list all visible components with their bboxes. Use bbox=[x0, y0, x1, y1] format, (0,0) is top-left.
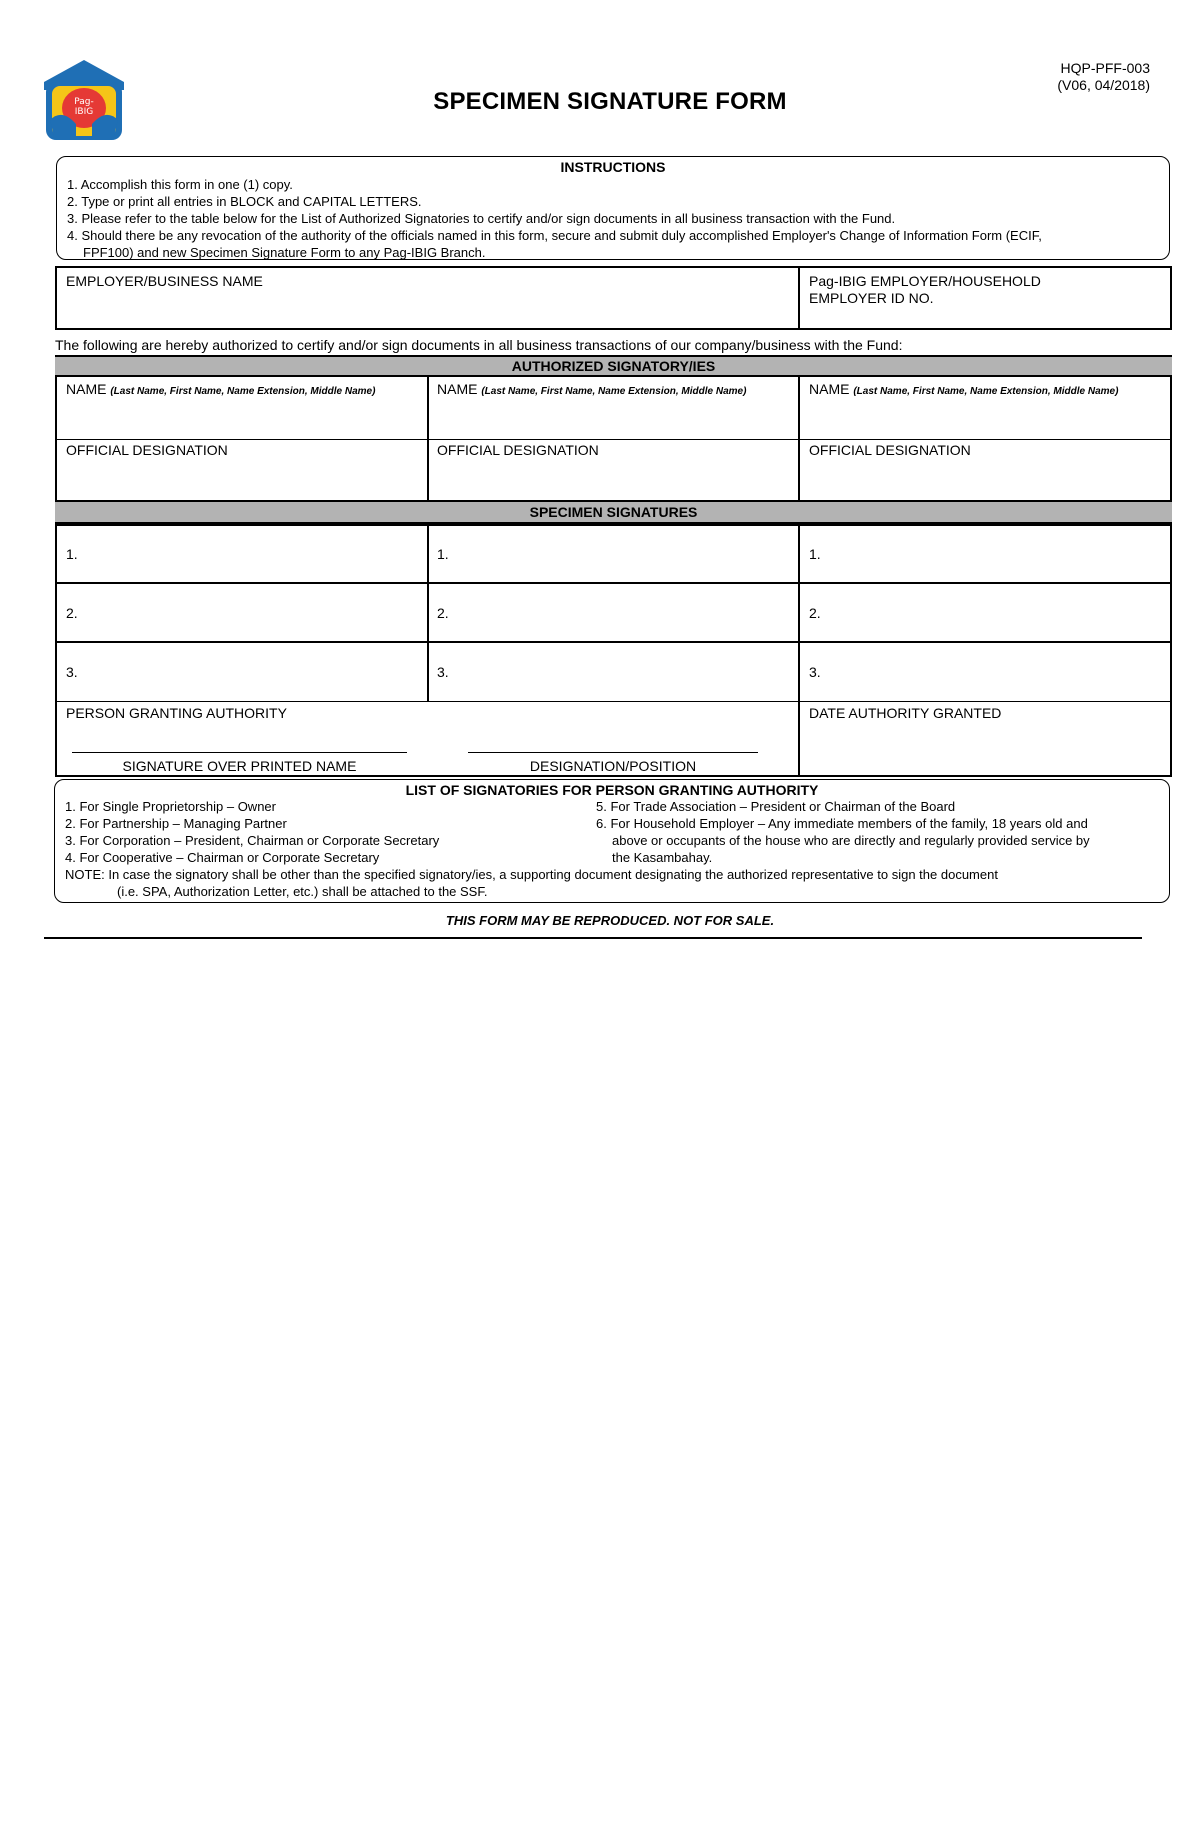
specimen-3-2: 2. bbox=[809, 605, 821, 621]
list-item: 3. For Corporation – President, Chairman or Corporate Secretary bbox=[65, 833, 440, 848]
specimen-signature-field[interactable] bbox=[80, 586, 424, 638]
signatory-list-title: LIST OF SIGNATORIES FOR PERSON GRANTING AUTHORITY bbox=[405, 782, 819, 798]
employer-name-label: EMPLOYER/BUSINESS NAME bbox=[66, 273, 263, 289]
footer-note: THIS FORM MAY BE REPRODUCED. NOT FOR SALE. bbox=[445, 913, 775, 928]
instruction-line: FPF100) and new Specimen Signature Form to any Pag-IBIG Branch. bbox=[83, 245, 486, 260]
specimen-1-3: 3. bbox=[66, 664, 78, 680]
list-note: NOTE: In case the signatory shall be other than the specified signatory/ies, a supporting document designating the authorized representative to sign the document bbox=[65, 867, 998, 882]
signatory-2-designation-field[interactable] bbox=[431, 462, 795, 498]
cut-line bbox=[44, 937, 1142, 939]
instruction-line: 1. Accomplish this form in one (1) copy. bbox=[67, 177, 293, 192]
signatory-3-designation-field[interactable] bbox=[802, 462, 1168, 498]
specimen-signature-field[interactable] bbox=[80, 645, 424, 698]
specimen-2-1: 1. bbox=[437, 546, 449, 562]
employer-id-field[interactable] bbox=[802, 310, 1168, 328]
specimen-signature-field[interactable] bbox=[80, 528, 424, 580]
instruction-line: 3. Please refer to the table below for the List of Authorized Signatories to certify and/or sign documents in all business transaction with the Fund. bbox=[67, 211, 896, 226]
list-item: 4. For Cooperative – Chairman or Corporate Secretary bbox=[65, 850, 380, 865]
authorization-statement: The following are hereby authorized to certify and/or sign documents in all business transactions of our company/business with the Fund: bbox=[55, 337, 903, 353]
signature-over-printed-name-field[interactable] bbox=[72, 725, 407, 752]
employer-id-label: Pag-IBIG EMPLOYER/HOUSEHOLD bbox=[809, 273, 1041, 289]
signatory-3-name-field[interactable] bbox=[802, 400, 1168, 436]
page-title: SPECIMEN SIGNATURE FORM bbox=[433, 88, 787, 115]
signatory-1-name-label: NAME (Last Name, First Name, Name Extension, Middle Name) bbox=[66, 381, 376, 397]
list-item: 2. For Partnership – Managing Partner bbox=[65, 816, 287, 831]
designation-position-caption: DESIGNATION/POSITION bbox=[529, 758, 697, 774]
signatory-3-designation-label: OFFICIAL DESIGNATION bbox=[809, 442, 971, 458]
signatory-1-designation-label: OFFICIAL DESIGNATION bbox=[66, 442, 228, 458]
form-code bbox=[1030, 60, 1150, 94]
instruction-line: 2. Type or print all entries in BLOCK and CAPITAL LETTERS. bbox=[67, 194, 422, 209]
list-note-continued: (i.e. SPA, Authorization Letter, etc.) shall be attached to the SSF. bbox=[117, 884, 488, 899]
designation-position-field[interactable] bbox=[468, 725, 758, 752]
specimen-signature-field[interactable] bbox=[452, 645, 795, 698]
person-granting-authority-label: PERSON GRANTING AUTHORITY bbox=[66, 705, 287, 721]
specimen-signature-field[interactable] bbox=[824, 586, 1168, 638]
form-number: HQP-PFF-003 bbox=[1060, 60, 1150, 76]
specimen-signature-field[interactable] bbox=[452, 528, 795, 580]
specimen-signatures-header: SPECIMEN SIGNATURES bbox=[55, 500, 1172, 524]
instruction-line: 4. Should there be any revocation of the authority of the officials named in this form, secure and submit duly accomplished Employer's Change of Information Form (ECIF, bbox=[67, 228, 1042, 243]
signatory-3-name-label: NAME (Last Name, First Name, Name Extension, Middle Name) bbox=[809, 381, 1119, 397]
svg-text:IBIG: IBIG bbox=[74, 107, 94, 117]
list-item: 6. For Household Employer – Any immediate members of the family, 18 years old and bbox=[596, 816, 1088, 831]
specimen-1-1: 1. bbox=[66, 546, 78, 562]
list-item: the Kasambahay. bbox=[612, 850, 713, 865]
employer-name-field[interactable] bbox=[58, 292, 794, 326]
employer-id-label-2: EMPLOYER ID NO. bbox=[809, 290, 934, 306]
signatory-2-designation-label: OFFICIAL DESIGNATION bbox=[437, 442, 599, 458]
signatory-2-name-label: NAME (Last Name, First Name, Name Extension, Middle Name) bbox=[437, 381, 747, 397]
authorized-signatories-header: AUTHORIZED SIGNATORY/IES bbox=[55, 355, 1172, 377]
signatory-1-designation-field[interactable] bbox=[58, 462, 424, 498]
list-item: 5. For Trade Association – President or Chairman of the Board bbox=[596, 799, 956, 814]
specimen-3-3: 3. bbox=[809, 664, 821, 680]
signatory-1-name-field[interactable] bbox=[58, 400, 424, 436]
instructions-box bbox=[56, 156, 1170, 260]
specimen-1-2: 2. bbox=[66, 605, 78, 621]
specimen-2-3: 3. bbox=[437, 664, 449, 680]
signature-over-printed-name-caption: SIGNATURE OVER PRINTED NAME bbox=[122, 758, 357, 774]
list-item: 1. For Single Proprietorship – Owner bbox=[65, 799, 276, 814]
form-version: (V06, 04/2018) bbox=[1057, 77, 1150, 93]
signatory-2-name-field[interactable] bbox=[431, 400, 795, 436]
date-authority-granted-label: DATE AUTHORITY GRANTED bbox=[809, 705, 1002, 721]
svg-text:Pag-: Pag- bbox=[74, 97, 94, 107]
specimen-signature-field[interactable] bbox=[452, 586, 795, 638]
list-item: above or occupants of the house who are directly and regularly provided service by bbox=[612, 833, 1090, 848]
signatory-list-box bbox=[54, 779, 1170, 903]
specimen-3-1: 1. bbox=[809, 546, 821, 562]
specimen-signature-field[interactable] bbox=[824, 645, 1168, 698]
instructions-title: INSTRUCTIONS bbox=[560, 159, 666, 175]
date-authority-granted-field[interactable] bbox=[802, 724, 1168, 774]
specimen-signature-field[interactable] bbox=[824, 528, 1168, 580]
specimen-2-2: 2. bbox=[437, 605, 449, 621]
